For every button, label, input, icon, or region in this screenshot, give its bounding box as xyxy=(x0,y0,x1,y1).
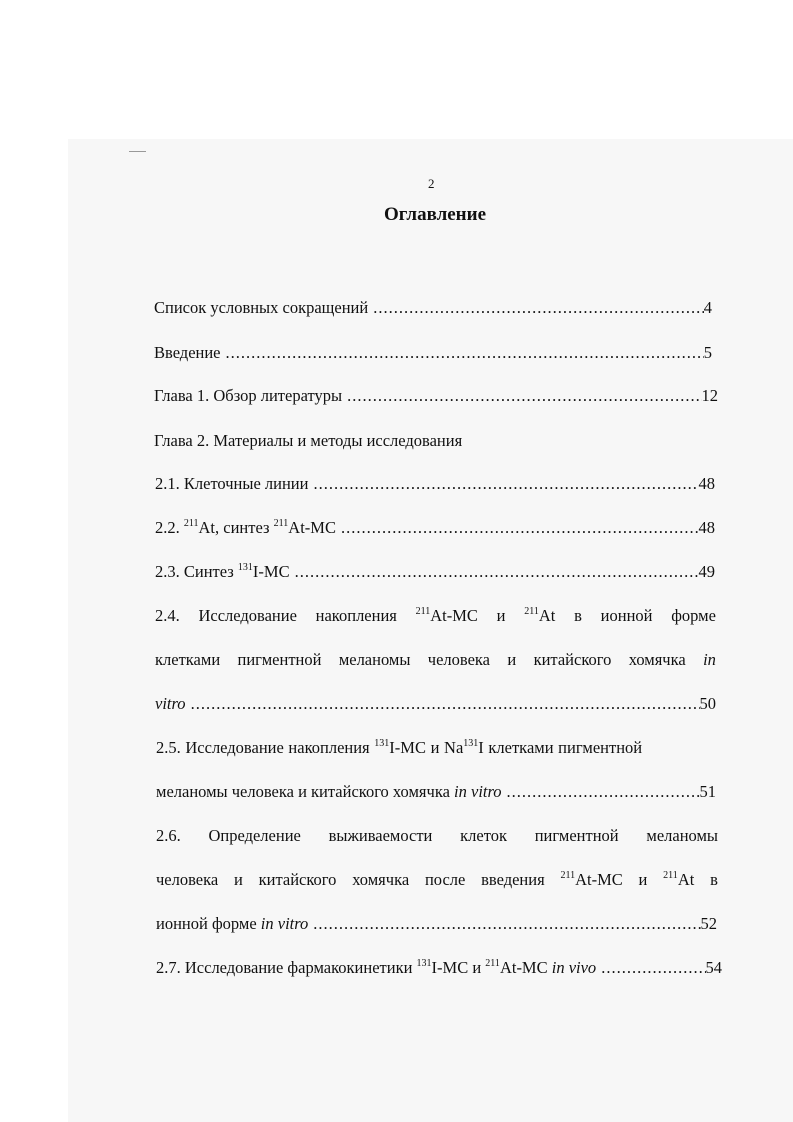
toc-word: человека xyxy=(427,650,491,669)
isotope-mass: 131 xyxy=(463,738,479,749)
toc-page-number: 52 xyxy=(700,914,717,933)
toc-text-part: At xyxy=(538,606,556,625)
toc-word: введения xyxy=(481,870,545,889)
toc-text-part: меланомы человека и китайского хомячка xyxy=(156,782,450,801)
toc-text-part: At-МС xyxy=(288,518,336,537)
toc-entry-text xyxy=(156,957,596,979)
toc-entry-2-7[interactable] xyxy=(156,957,722,979)
toc-entry-text: Введение xyxy=(154,343,221,362)
toc-entry-2-5-line1[interactable] xyxy=(156,737,642,759)
toc-word: и xyxy=(507,650,517,669)
toc-entry-2-4-line3[interactable] xyxy=(155,693,716,715)
toc-entry-2-6-line2[interactable] xyxy=(156,869,718,891)
toc-word xyxy=(416,605,478,627)
toc-word: in xyxy=(703,650,716,669)
toc-page-number: 54 xyxy=(705,958,722,977)
toc-entry-text xyxy=(155,517,336,539)
toc-entry-2-3[interactable] xyxy=(155,561,715,583)
toc-text-part: At-МС xyxy=(499,958,548,977)
toc-word: пигментной xyxy=(534,826,619,845)
toc-entry-text xyxy=(155,561,290,583)
toc-text-part: At xyxy=(677,870,695,889)
dot-leader xyxy=(290,561,699,583)
isotope-mass: 211 xyxy=(183,518,199,529)
toc-entry-text: vitro xyxy=(155,694,186,713)
toc-entry-2-4-line2[interactable] xyxy=(155,649,716,671)
dot-leader xyxy=(502,781,700,803)
toc-text-part: 2.5. Исследование накопления xyxy=(156,738,370,757)
toc-word: 2.6. xyxy=(156,826,181,845)
toc-text-part: At-МС xyxy=(575,870,623,889)
toc-word: китайского xyxy=(533,650,612,669)
isotope-mass: 131 xyxy=(237,562,253,573)
dot-leader xyxy=(342,385,701,407)
toc-entry-text xyxy=(156,781,502,803)
toc-word: китайского xyxy=(258,870,337,889)
isotope-mass: 131 xyxy=(374,738,390,749)
toc-word: хомячка xyxy=(628,650,686,669)
page-title: Оглавление xyxy=(383,204,487,225)
toc-text-part: 2.7. Исследование фармакокинетики xyxy=(156,958,413,977)
toc-entry-text: 2.1. Клеточные линии xyxy=(155,474,309,493)
section-number: 2.2. xyxy=(155,518,180,537)
toc-word: в xyxy=(710,870,718,889)
toc-text-part: ионной форме xyxy=(156,914,257,933)
toc-word xyxy=(560,869,622,891)
scan-mark xyxy=(129,151,146,152)
isotope-mass: 211 xyxy=(273,518,289,529)
page-number: 2 xyxy=(428,176,435,191)
toc-entry-2-6-line3[interactable] xyxy=(156,913,717,935)
dot-leader xyxy=(221,342,704,364)
toc-entry-text: Глава 2. Материалы и методы исследования xyxy=(154,431,463,450)
toc-text-italic: in vivo xyxy=(551,958,597,977)
toc-page-number: 51 xyxy=(699,782,716,801)
toc-entry-text xyxy=(156,913,308,935)
toc-entry-text: Глава 1. Обзор литературы xyxy=(154,386,343,405)
toc-text-italic: in vitro xyxy=(260,914,309,933)
toc-word: ионной xyxy=(600,606,653,625)
toc-entry-2-4-line1[interactable] xyxy=(155,605,716,627)
toc-entry-chapter2[interactable] xyxy=(154,430,462,452)
toc-page-number: 48 xyxy=(698,474,715,493)
toc-word xyxy=(524,605,555,627)
toc-word: в xyxy=(574,606,582,625)
toc-word: меланомы xyxy=(646,826,718,845)
toc-entry-2-6-line1[interactable] xyxy=(156,825,718,847)
toc-text-part: 2.3. Синтез xyxy=(155,562,234,581)
toc-word: форме xyxy=(671,606,716,625)
toc-text-italic: in vitro xyxy=(454,782,502,801)
toc-word: человека xyxy=(156,870,219,889)
toc-word: Определение xyxy=(208,826,301,845)
toc-entry-2-1[interactable] xyxy=(155,473,715,495)
toc-word: и xyxy=(496,606,506,625)
dot-leader xyxy=(368,297,704,319)
toc-word: выживаемости xyxy=(328,826,433,845)
toc-word: накопления xyxy=(315,606,397,625)
toc-word: 2.4. xyxy=(155,606,180,625)
dot-leader xyxy=(308,473,698,495)
toc-text-part: At, синтез xyxy=(198,518,270,537)
toc-page-number: 12 xyxy=(701,386,718,405)
toc-word: и xyxy=(234,870,243,889)
toc-page-number: 48 xyxy=(698,518,715,537)
toc-page-number: 4 xyxy=(703,298,712,317)
toc-text-part: I-МС и xyxy=(431,958,482,977)
toc-entry-chapter1[interactable] xyxy=(154,385,718,407)
toc-page-number: 5 xyxy=(703,343,712,362)
toc-page-number: 50 xyxy=(699,694,716,713)
toc-entry-2-5-line2[interactable] xyxy=(156,781,716,803)
isotope-mass: 211 xyxy=(663,870,678,881)
toc-word: Исследование xyxy=(198,606,297,625)
toc-entry-text: Список условных сокращений xyxy=(154,298,369,317)
toc-entry-abbreviations[interactable] xyxy=(154,297,712,319)
toc-word: и xyxy=(638,870,648,889)
toc-text-part: I-МС и Na xyxy=(389,738,464,757)
toc-text-part: At-МС xyxy=(430,606,478,625)
toc-page-number: 49 xyxy=(698,562,715,581)
dot-leader xyxy=(186,693,700,715)
dot-leader xyxy=(308,913,700,935)
toc-entry-intro[interactable] xyxy=(154,342,712,364)
toc-word xyxy=(663,869,694,891)
isotope-mass: 131 xyxy=(416,958,432,969)
toc-text-part: I клетками пигментной xyxy=(478,738,643,757)
toc-word: клетками xyxy=(155,650,221,669)
toc-entry-2-2[interactable] xyxy=(155,517,715,539)
toc-word: после xyxy=(424,870,466,889)
isotope-mass: 211 xyxy=(524,606,539,617)
isotope-mass: 211 xyxy=(560,870,576,881)
isotope-mass: 211 xyxy=(415,606,431,617)
toc-word: меланомы xyxy=(338,650,411,669)
isotope-mass: 211 xyxy=(485,958,500,969)
dot-leader xyxy=(336,517,699,539)
toc-word: пигментной xyxy=(237,650,322,669)
toc-word: клеток xyxy=(460,826,507,845)
dot-leader xyxy=(596,957,705,979)
toc-word: хомячка xyxy=(352,870,410,889)
toc-text-part: I-МС xyxy=(252,562,290,581)
